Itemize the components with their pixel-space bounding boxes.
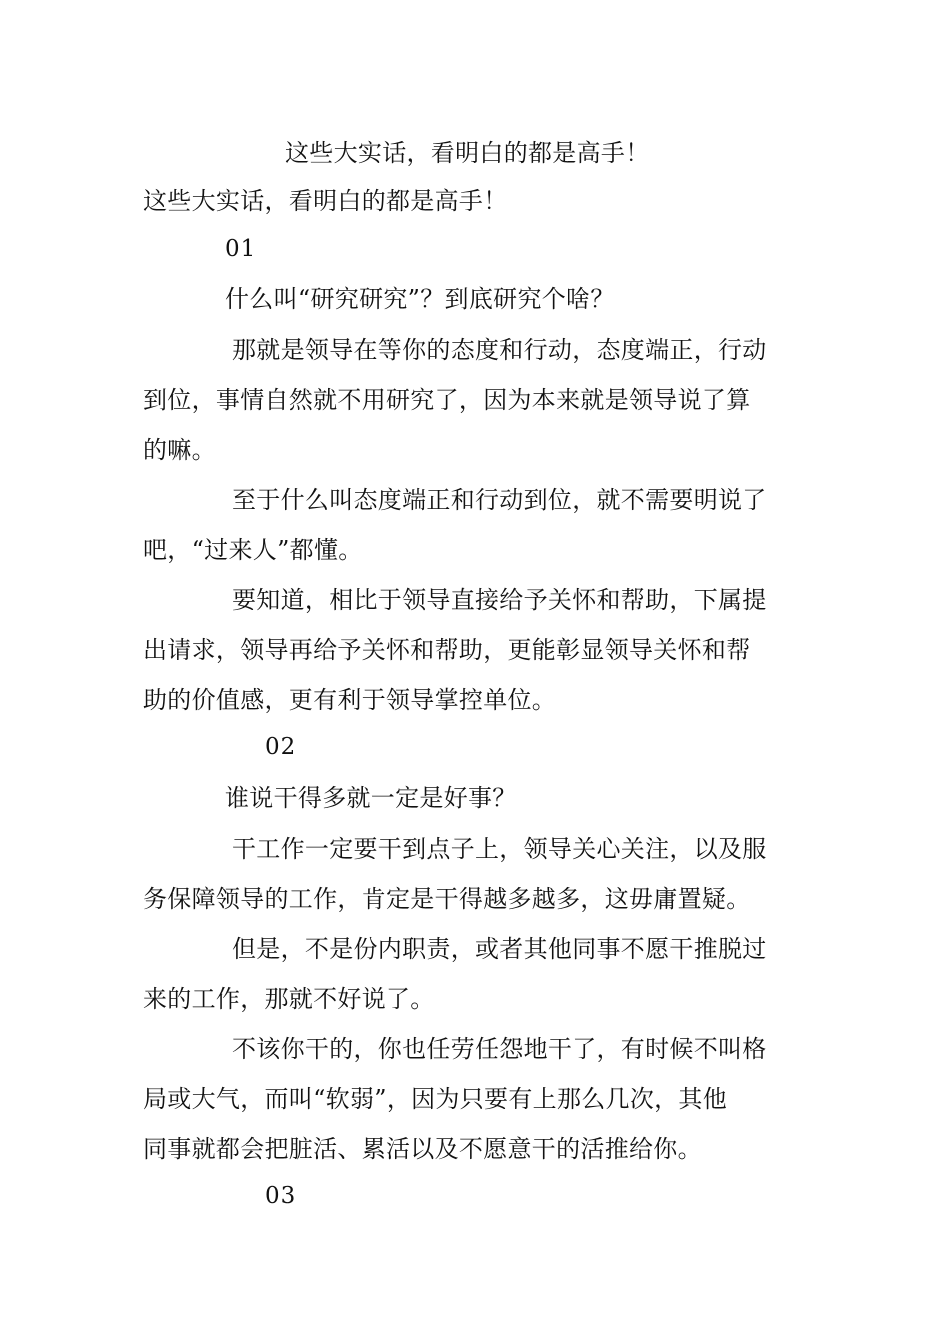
paragraph-line: 同事就都会把脏活、累活以及不愿意干的活推给你。 (143, 1135, 702, 1163)
paragraph-line: 但是，不是份内职责，或者其他同事不愿干推脱过 (232, 935, 767, 963)
paragraph-line: 出请求，领导再给予关怀和帮助，更能彰显领导关怀和帮 (143, 636, 751, 664)
paragraph-line: 来的工作，那就不好说了。 (143, 985, 435, 1013)
paragraph-line: 务保障领导的工作，肯定是干得越多越多，这毋庸置疑。 (143, 885, 751, 913)
paragraph-line: 干工作一定要干到点子上，领导关心关注，以及服 (232, 835, 767, 863)
paragraph-line: 到位，事情自然就不用研究了，因为本来就是领导说了算 (143, 386, 751, 414)
document-subtitle: 这些大实话，看明白的都是高手！ (143, 187, 508, 215)
paragraph-line: 至于什么叫态度端正和行动到位，就不需要明说了 (232, 486, 767, 514)
section-number: 02 (265, 734, 297, 760)
paragraph-line: 要知道，相比于领导直接给予关怀和帮助，下属提 (232, 586, 767, 614)
paragraph-line: 那就是领导在等你的态度和行动，态度端正，行动 (232, 336, 767, 364)
paragraph-line: 吧，“过来人”都懂。 (143, 536, 363, 564)
paragraph-line: 助的价值感，更有利于领导掌控单位。 (143, 686, 557, 714)
paragraph-line: 不该你干的，你也任劳任怨地干了，有时候不叫格 (232, 1035, 767, 1063)
section-number: 01 (225, 236, 257, 262)
paragraph-line: 局或大气，而叫“软弱”，因为只要有上那么几次，其他 (143, 1085, 728, 1113)
section-question: 谁说干得多就一定是好事？ (225, 784, 517, 812)
section-number: 03 (265, 1183, 297, 1209)
document-title: 这些大实话，看明白的都是高手！ (285, 139, 650, 167)
section-question: 什么叫“研究研究”？到底研究个啥？ (225, 285, 615, 313)
paragraph-line: 的嘛。 (143, 436, 216, 464)
